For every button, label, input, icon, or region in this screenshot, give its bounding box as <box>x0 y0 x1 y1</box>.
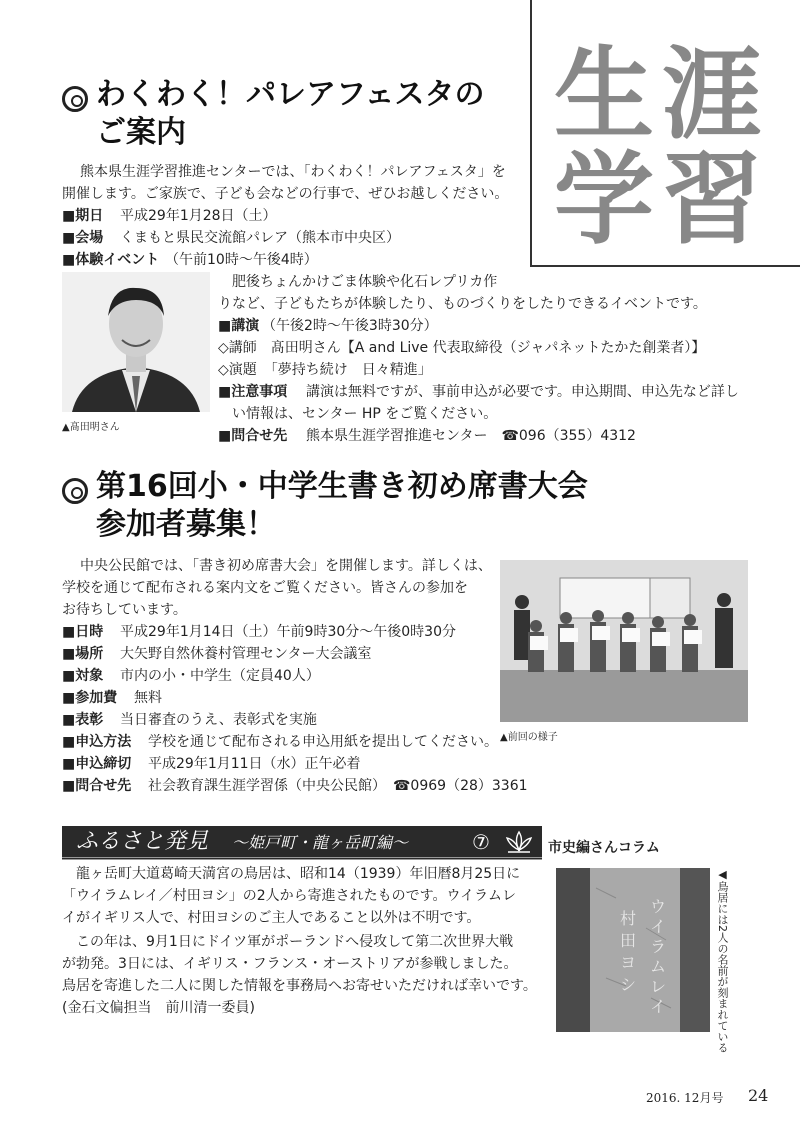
sec1-intro-1: 熊本県生涯学習推進センターでは、「わくわく！パレアフェスタ」を <box>80 164 506 180</box>
sec1-title-line2: ご案内 <box>96 115 186 150</box>
torii-stone-photo <box>556 868 710 1032</box>
column-line-5: が勃発。3日には、イギリス・フランス・オーストリアが参戦しました。 <box>62 956 518 972</box>
torii-side-caption: ◀鳥居には2人の名前が刻まれている <box>716 868 729 1053</box>
portrait-photo <box>62 272 210 412</box>
sec1-event-desc-1: 肥後ちょんかけごま体験や化石レプリカ作 <box>232 274 498 290</box>
sec1-date-value: 平成29年1月28日（土） <box>120 208 277 224</box>
sec1-venue-label: ■会場 <box>62 230 104 246</box>
column-line-7: (金石文偏担当 前川清一委員) <box>62 1000 255 1016</box>
sec2-row-label: ■場所 <box>62 646 104 662</box>
sec2-title-line1: 第16回小・中学生書き初め席書大会 <box>96 469 588 504</box>
sec1-theme: ◇演題 「夢持ち続け 日々精進」 <box>218 362 432 378</box>
page-number: 24 <box>748 1086 769 1105</box>
sec2-row-value: 市内の小・中学生（定員40人） <box>120 668 320 684</box>
sec1-event-desc-2: りなど、子どもたちが体験したり、ものづくりをしたりできるイベントです。 <box>218 296 707 312</box>
svg-text:シ: シ <box>620 975 637 994</box>
sec2-row-label: ■参加費 <box>62 690 118 706</box>
sec2-row-label: ■日時 <box>62 624 104 640</box>
sec1-event-label: ■体験イベント <box>62 252 160 268</box>
footer-issue: 2016. 12月号 <box>646 1091 724 1105</box>
sec1-title-line1: わくわく！パレアフェスタの <box>96 77 485 112</box>
sec1-contact-label: ■問合せ先 <box>218 428 288 444</box>
sec1-notice-text-2: い情報は、センター HP をご覧ください。 <box>232 406 498 422</box>
column-line-4: この年は、9月1日にドイツ軍がポーランドへ侵攻して第二次世界大戦 <box>76 934 514 950</box>
sec2-intro-3: お待ちしています。 <box>62 602 187 618</box>
svg-text:ウ: ウ <box>650 897 667 916</box>
corner-char-1: 生 <box>554 36 654 153</box>
corner-title-box <box>530 0 800 267</box>
sec2-row-label: ■申込方法 <box>62 734 132 750</box>
sec2-intro-1: 中央公民館では、「書き初め席書大会」を開催します。詳しくは、 <box>80 558 492 574</box>
column-line-6: 鳥居を寄進した二人に関した情報を事務局へお寄せいただければ幸いです。 <box>62 978 537 994</box>
sec1-date-label: ■期日 <box>62 208 104 224</box>
sec2-row-label: ■申込締切 <box>62 756 132 772</box>
sec2-intro-2: 学校を通じて配布される案内文をご覧ください。皆さんの参加を <box>62 580 468 596</box>
lotus-icon <box>504 830 534 858</box>
flower-bullet-icon <box>62 478 88 504</box>
column-banner-number: ⑦ <box>472 830 490 854</box>
corner-char-4: 習 <box>662 141 762 258</box>
sec1-lecture-time: （午後2時〜午後3時30分） <box>262 318 438 334</box>
flower-bullet-icon <box>62 86 88 112</box>
svg-text:ラ: ラ <box>650 937 667 956</box>
group-photo <box>500 560 748 722</box>
svg-text:村: 村 <box>620 909 637 928</box>
sec1-event-time: （午前10時〜午後4時） <box>165 252 318 268</box>
sec2-row-value: 無料 <box>134 690 162 706</box>
column-banner-title: ふるさと発見 <box>76 829 209 854</box>
sec2-row-value: 平成29年1月11日（水）正午必着 <box>148 756 361 772</box>
sec2-row-value: 平成29年1月14日（土）午前9時30分〜午後0時30分 <box>120 624 456 640</box>
column-banner <box>62 826 542 860</box>
sec1-lecturer: ◇講師 髙田明さん【A and Live 代表取締役（ジャパネットたかた創業者）】 <box>218 340 706 356</box>
column-line-2: 「ウイラムレイ／村田ヨシ」の2人から寄進されたものです。ウイラムレ <box>62 888 516 904</box>
column-label: 市史編さんコラム <box>548 840 660 856</box>
sec2-row-label: ■問合せ先 <box>62 778 132 794</box>
svg-text:レ: レ <box>650 977 667 996</box>
sec1-notice-text-1: 講演は無料ですが、事前申込が必要です。申込期間、申込先など詳し <box>306 384 739 400</box>
svg-text:ム: ム <box>650 957 667 976</box>
portrait-caption: ▲髙田明さん <box>62 422 120 433</box>
sec1-contact-value: 熊本県生涯学習推進センター ☎096（355）4312 <box>306 428 636 444</box>
column-banner-subtitle: 〜姫戸町・龍ヶ岳町編〜 <box>232 833 409 852</box>
sec2-row-label: ■対象 <box>62 668 104 684</box>
svg-text:イ: イ <box>650 997 667 1016</box>
column-line-1: 龍ヶ岳町大道葛崎天満宮の鳥居は、昭和14（1939）年旧暦8月25日に <box>76 866 521 882</box>
sec1-venue-value: くまもと県民交流館パレア（熊本市中央区） <box>120 230 400 246</box>
sec2-row-label: ■表彰 <box>62 712 104 728</box>
sec2-row-value: 当日審査のうえ、表彰式を実施 <box>120 712 317 728</box>
svg-text:イ: イ <box>650 917 667 936</box>
sec2-row-value: 社会教育課生涯学習係（中央公民館） ☎0969（28）3361 <box>148 778 528 794</box>
corner-char-3: 学 <box>554 141 654 258</box>
sec1-lecture-label: ■講演 <box>218 318 260 334</box>
sec1-intro-2: 開催します。ご家族で、子ども会などの行事で、ぜひお越しください。 <box>62 186 509 202</box>
svg-text:田: 田 <box>620 931 637 950</box>
sec2-title-line2: 参加者募集！ <box>96 507 276 542</box>
column-line-3: イがイギリス人で、村田ヨシのご主人であること以外は不明です。 <box>62 910 481 926</box>
corner-char-2: 涯 <box>662 36 762 153</box>
svg-text:ヨ: ヨ <box>620 953 637 972</box>
sec1-notice-label: ■注意事項 <box>218 384 288 400</box>
group-photo-caption: ▲前回の様子 <box>500 732 558 743</box>
sec2-row-value: 学校を通じて配布される申込用紙を提出してください。 <box>148 734 498 750</box>
sec2-row-value: 大矢野自然休養村管理センター大会議室 <box>120 646 372 662</box>
